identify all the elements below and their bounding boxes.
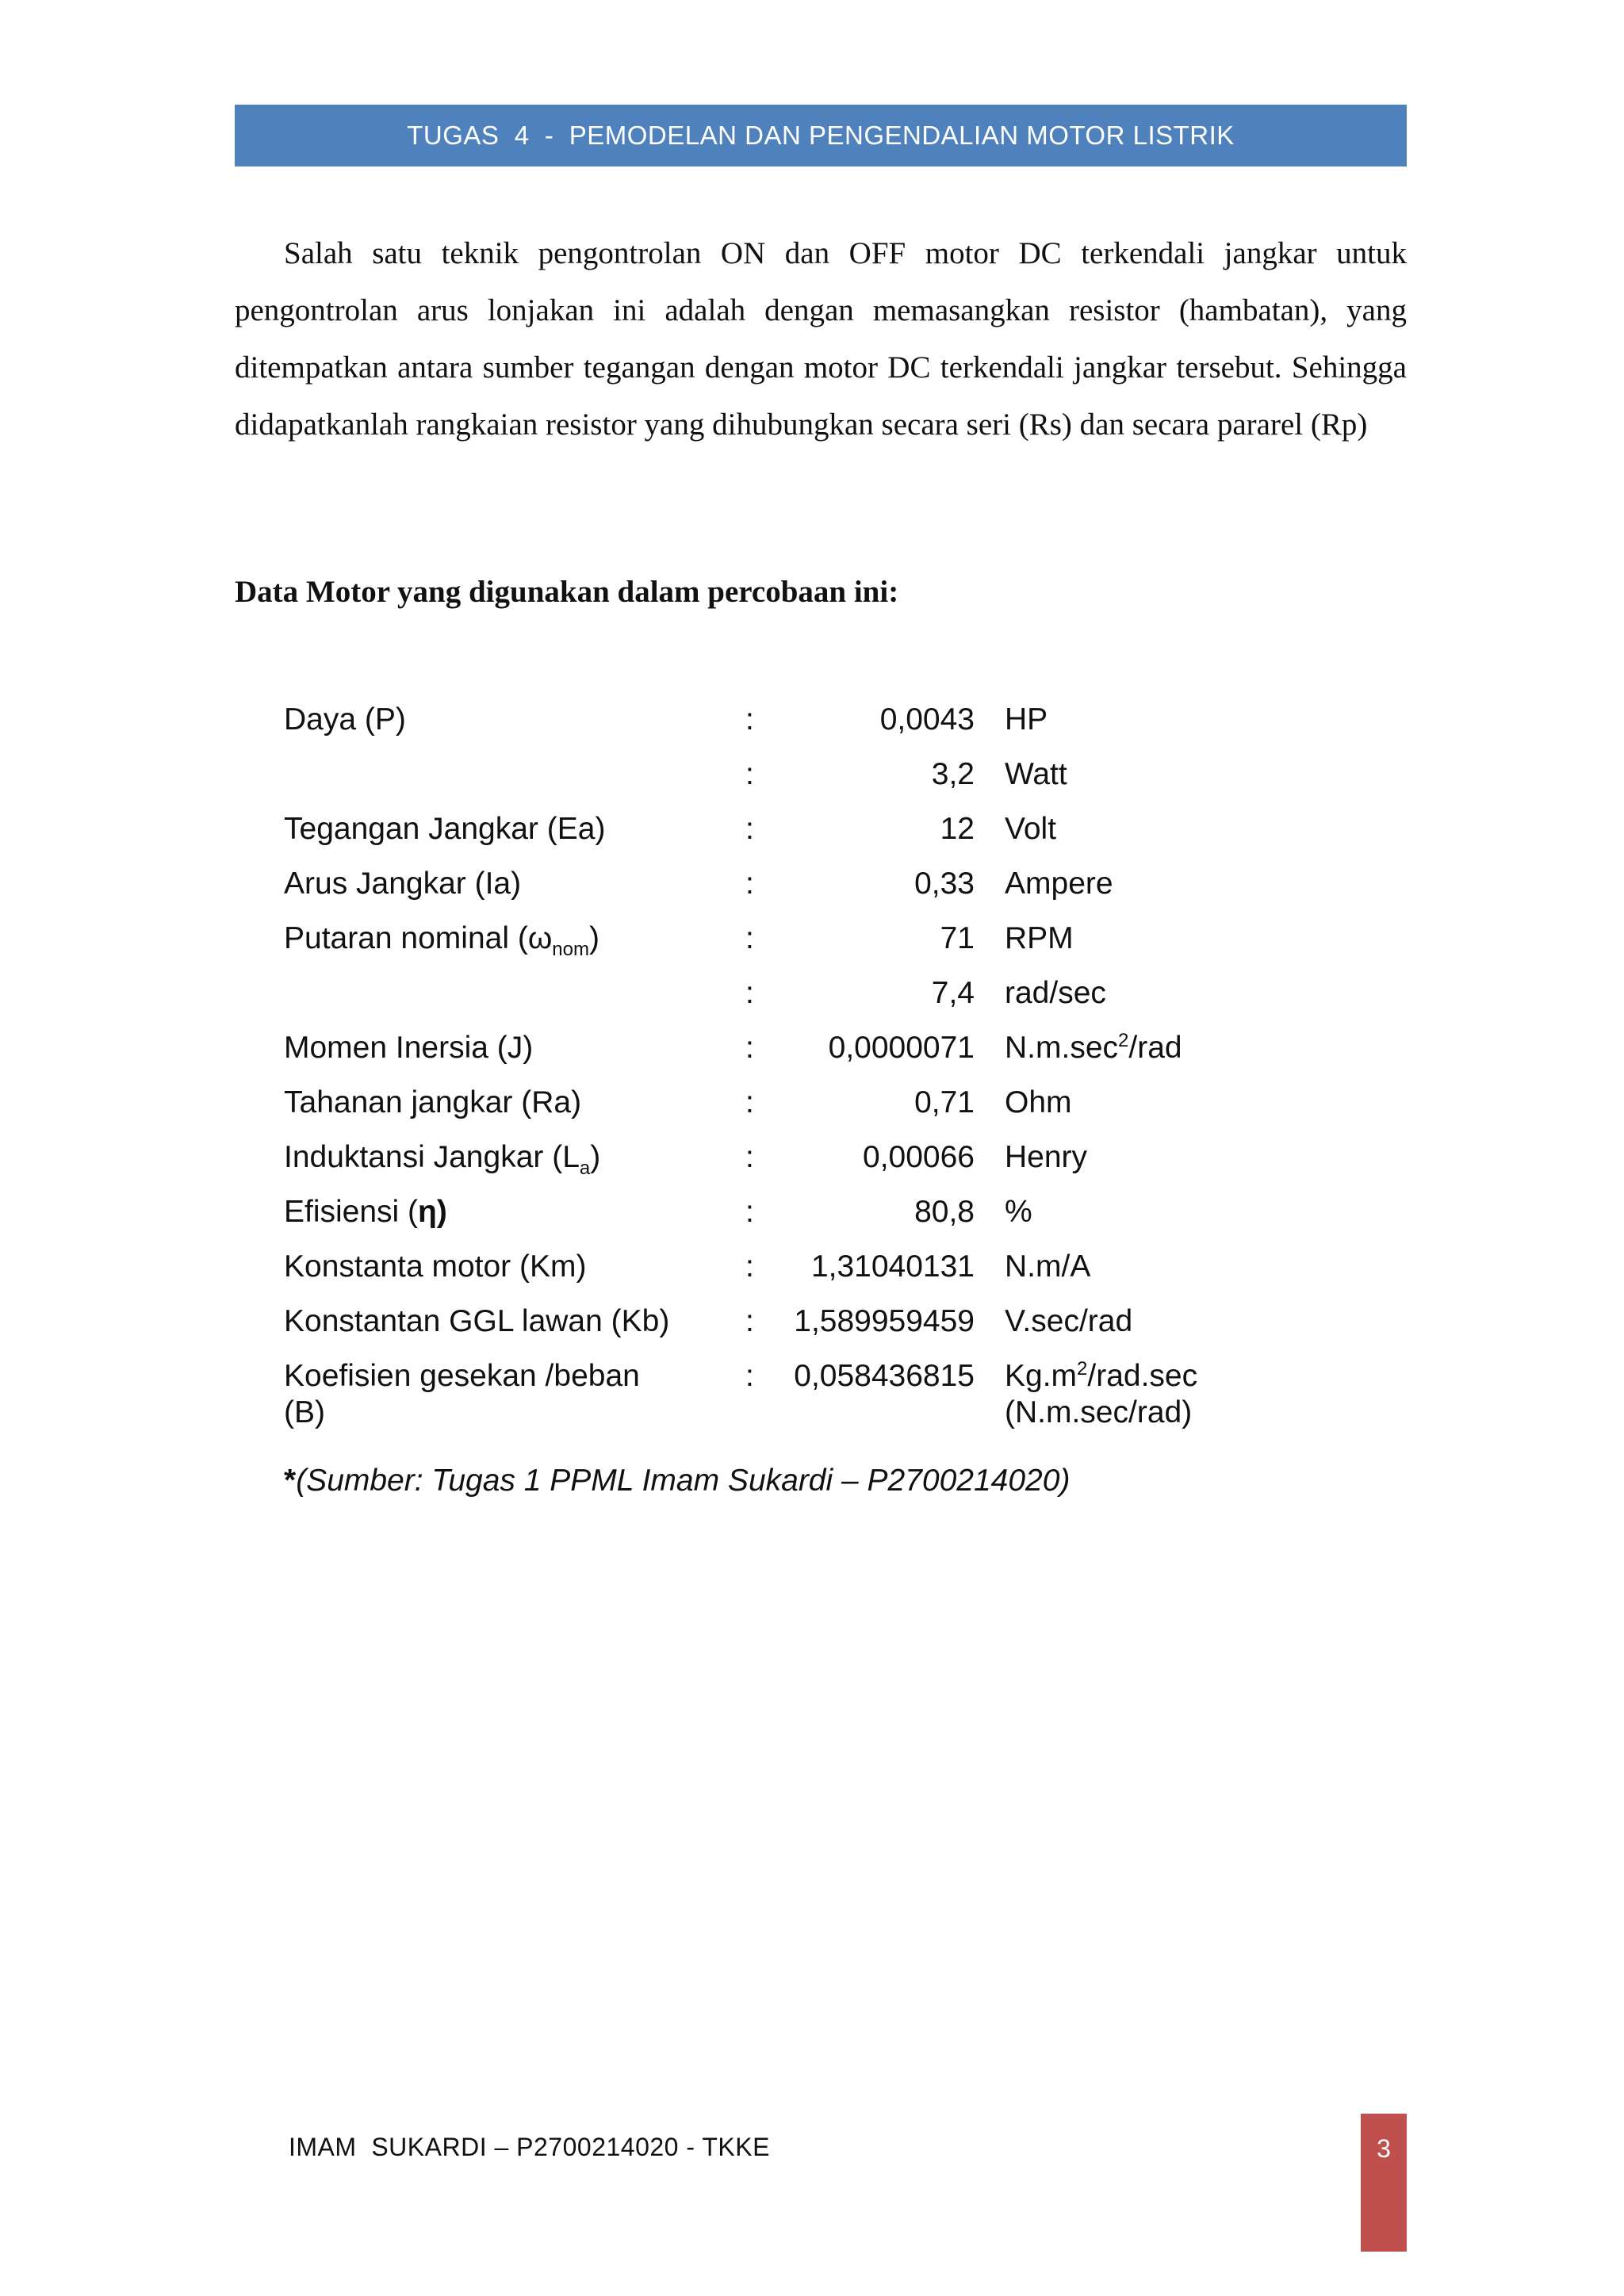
colon: :: [745, 1195, 754, 1229]
table-row: [284, 1349, 1243, 1431]
table-row: [284, 1020, 1243, 1075]
page-number: 3: [1377, 2134, 1391, 2163]
param-value: 0,71: [914, 1085, 975, 1119]
param-label: Daya (P): [284, 702, 406, 737]
colon: :: [745, 812, 754, 846]
param-value: 0,0043: [879, 702, 975, 737]
table-row: [284, 747, 1243, 802]
param-unit: $Kg.m^2/rad.\sec$ (N.m.sec/rad): [1005, 1358, 1198, 1429]
param-label: [284, 747, 745, 802]
param-label: Tegangan Jangkar (Ea): [284, 812, 606, 846]
table-row: [284, 966, 1243, 1020]
page-number-box: [1361, 2114, 1407, 2252]
param-unit: Ampere: [1005, 867, 1113, 901]
param-value: 80,8: [914, 1195, 975, 1229]
param-label: Tahanan jangkar (Ra): [284, 1085, 582, 1119]
param-label: Arus Jangkar (Ia): [284, 867, 522, 901]
table-row: [284, 692, 1243, 747]
header-title: TUGAS 4 - PEMODELAN DAN PENGENDALIAN MOTOR LISTRIK: [407, 121, 1235, 150]
motor-spec-table: [284, 692, 1243, 1431]
param-value: 7,4: [931, 976, 975, 1010]
param-label: Koefisien gesekan /beban (B): [284, 1359, 640, 1429]
section-heading: Data Motor yang digunakan dalam percobaan ini:: [235, 575, 899, 609]
table-row: [284, 856, 1243, 911]
param-unit: rad/sec: [1005, 976, 1106, 1010]
table-row: [284, 1184, 1243, 1239]
table-row: [284, 802, 1243, 856]
param-unit: %: [1005, 1195, 1032, 1229]
param-value: 71: [940, 921, 975, 955]
param-label: Induktansi Jangkar $(L_a)$: [284, 1140, 601, 1179]
colon: :: [745, 702, 754, 737]
source-note: *(Sumber: Tugas 1 PPML Imam Sukardi – P2700214020): [284, 1464, 1071, 1498]
table-row: [284, 1239, 1243, 1294]
param-unit: Henry: [1005, 1140, 1088, 1174]
colon: :: [745, 867, 754, 901]
param-label: Momen Inersia (J): [284, 1031, 534, 1065]
table-row: [284, 911, 1243, 966]
page-header: [235, 105, 1407, 166]
param-label: Konstantan GGL lawan (Kb): [284, 1304, 670, 1338]
param-value: 1,31040131: [810, 1249, 975, 1284]
table-row: [284, 1294, 1243, 1349]
param-unit: N.m/A: [1005, 1249, 1091, 1284]
colon: :: [745, 1359, 754, 1393]
param-value: 0,0000071: [828, 1031, 975, 1065]
param-unit: Volt: [1005, 812, 1057, 846]
colon: :: [745, 1249, 754, 1284]
param-unit: Watt: [1005, 757, 1067, 791]
param-unit: V.sec/rad: [1005, 1304, 1133, 1338]
param-value: 0,00066: [863, 1140, 975, 1174]
param-unit: HP: [1005, 702, 1048, 737]
footer-author: IMAM SUKARDI – P2700214020 - TKKE: [289, 2133, 770, 2161]
colon: :: [745, 976, 754, 1010]
colon: :: [745, 1031, 754, 1065]
colon: :: [745, 1085, 754, 1119]
param-unit: Ohm: [1005, 1085, 1072, 1119]
colon: :: [745, 757, 754, 791]
param-value: 12: [940, 812, 975, 846]
param-value: 3,2: [931, 757, 975, 791]
param-label: Efisiensi (η): [284, 1195, 447, 1229]
param-unit: $N.m.\sec^2$/rad: [1005, 1030, 1182, 1065]
table-row: [284, 1075, 1243, 1130]
table-row: [284, 1130, 1243, 1184]
param-label: [284, 966, 745, 1020]
colon: :: [745, 1304, 754, 1338]
param-unit: RPM: [1005, 921, 1074, 955]
colon: :: [745, 921, 754, 955]
colon: :: [745, 1140, 754, 1174]
param-value: 0,33: [914, 867, 975, 901]
param-label: Konstanta motor (Km): [284, 1249, 587, 1284]
intro-paragraph: Salah satu teknik pengontrolan ON dan OFF motor DC terkendali jangkar untuk pengontrolan arus lonjakan ini adalah dengan memasangkan resistor (hambatan), yang ditempatkan antara sumber tegangan dengan motor DC terkendali jangkar tersebut. Sehingga didapatkanlah rangkaian resistor yang dihubungkan secara seri (Rs) dan secara pararel (Rp): [235, 236, 1407, 442]
param-value: 1,589959459: [794, 1304, 975, 1338]
param-label: Putaran nominal $(\omega_{nom})$: [284, 921, 599, 960]
param-value: 0,058436815: [794, 1359, 975, 1393]
